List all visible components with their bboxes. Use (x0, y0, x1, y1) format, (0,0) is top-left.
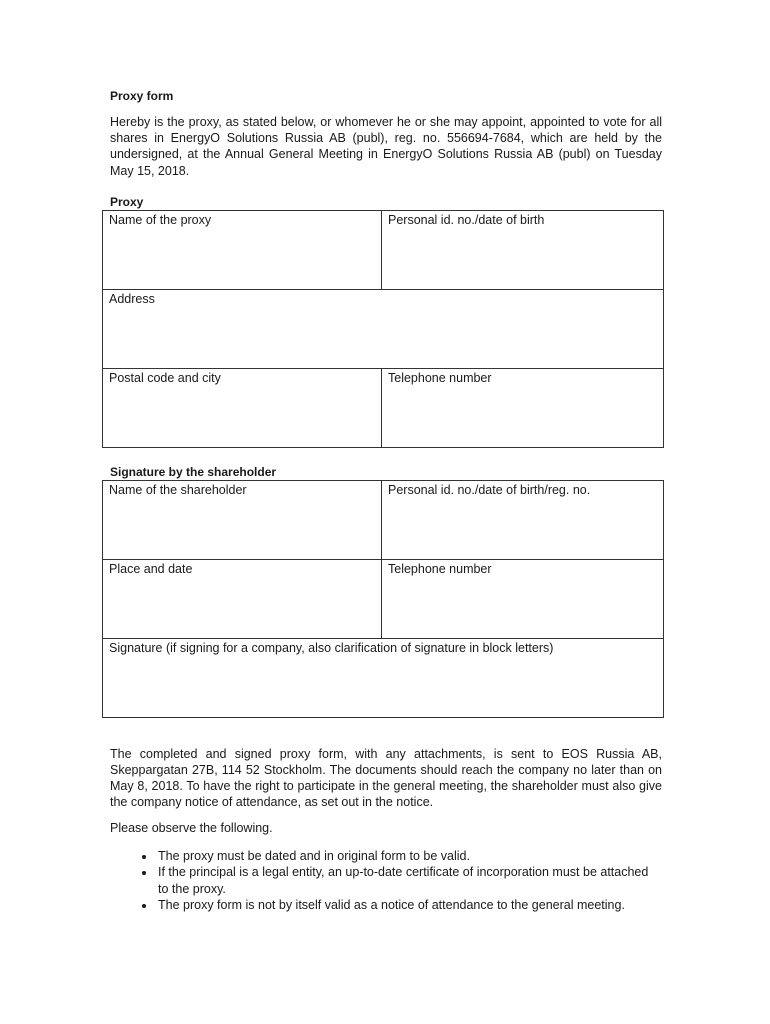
closing-paragraph: The completed and signed proxy form, with any attachments, is sent to EOS Russia AB, Skeppargatan 27B, 114 52 Stockholm. The documents should reach the company no later than on May 8, 2018. To have the right to participate in the general meeting, the shareholder must also give the company notice of attendance, as set out in the notice. (110, 746, 662, 810)
proxy-table (102, 210, 664, 448)
shareholder-phone-label: Telephone number (388, 561, 492, 576)
signature-section-title: Signature by the shareholder (110, 464, 277, 479)
shareholder-phone-field[interactable] (382, 559, 664, 638)
proxy-phone-label: Telephone number (388, 370, 492, 385)
intro-paragraph: Hereby is the proxy, as stated below, or whomever he or she may appoint, appointed to vote for all shares in EnergyO Solutions Russia AB (publ), reg. no. 556694-7684, which are held by the undersigned, at the Annual General Meeting in EnergyO Solutions Russia AB (publ) on Tuesday May 15, 2018. (110, 115, 662, 178)
place-date-field[interactable] (103, 559, 382, 638)
proxy-id-field[interactable] (382, 210, 664, 289)
proxy-address-field[interactable] (103, 289, 664, 368)
proxy-address-label: Address (109, 291, 155, 306)
proxy-postal-field[interactable] (103, 368, 382, 447)
list-item: • The proxy form is not by itself valid as a notice of attendance to the general meeting. (156, 897, 662, 913)
proxy-name-label: Name of the proxy (109, 212, 212, 227)
proxy-id-label: Personal id. no./date of birth (388, 212, 545, 227)
page-title: Proxy form (110, 89, 174, 103)
proxy-postal-label: Postal code and city (109, 370, 221, 385)
shareholder-name-field[interactable] (103, 480, 382, 559)
proxy-form-page (110, 88, 662, 913)
list-item: • The proxy must be dated and in original form to be valid. (156, 848, 662, 864)
signature-table (102, 480, 664, 718)
rules-list (110, 848, 662, 913)
signature-label: Signature (if signing for a company, also clarification of signature in block letters) (109, 640, 554, 655)
proxy-phone-field[interactable] (382, 368, 664, 447)
shareholder-id-label: Personal id. no./date of birth/reg. no. (388, 482, 591, 497)
observe-note: Please observe the following. (110, 820, 273, 835)
signature-field[interactable] (103, 638, 664, 717)
list-item: • If the principal is a legal entity, an up-to-date certificate of incorporation must be attached to the proxy. (156, 864, 662, 897)
proxy-section-title: Proxy (110, 194, 144, 209)
shareholder-name-label: Name of the shareholder (109, 482, 247, 497)
place-date-label: Place and date (109, 561, 193, 576)
proxy-name-field[interactable] (103, 210, 382, 289)
shareholder-id-field[interactable] (382, 480, 664, 559)
